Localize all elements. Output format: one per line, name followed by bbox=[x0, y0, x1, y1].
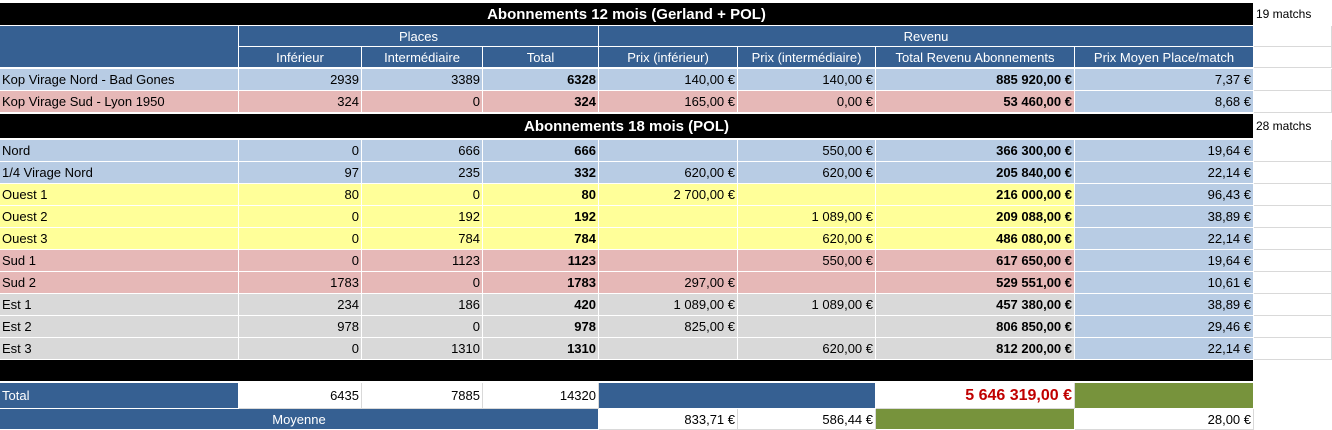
cell-prix-moyen[interactable]: 22,14 € bbox=[1075, 338, 1254, 360]
cell-prix-moyen[interactable]: 38,89 € bbox=[1075, 206, 1254, 228]
empty-cell[interactable] bbox=[1254, 26, 1332, 47]
cell-total-revenu[interactable]: 53 460,00 € bbox=[876, 91, 1075, 113]
empty-cell[interactable] bbox=[1254, 228, 1332, 250]
cell-total[interactable]: 1123 bbox=[483, 250, 599, 272]
cell-prix-intermediaire[interactable] bbox=[738, 184, 876, 206]
empty-cell[interactable] bbox=[1254, 184, 1332, 206]
cell-prix-moyen[interactable]: 22,14 € bbox=[1075, 162, 1254, 184]
cell-inferieur[interactable]: 97 bbox=[239, 162, 362, 184]
cell-total-revenu[interactable]: 216 000,00 € bbox=[876, 184, 1075, 206]
cell-prix-intermediaire[interactable]: 550,00 € bbox=[738, 140, 876, 162]
empty-cell[interactable] bbox=[1254, 91, 1332, 113]
cell-total-revenu[interactable]: 529 551,00 € bbox=[876, 272, 1075, 294]
row-name[interactable]: Kop Virage Sud - Lyon 1950 bbox=[0, 91, 239, 113]
cell-total-revenu[interactable]: 806 850,00 € bbox=[876, 316, 1075, 338]
row-name[interactable]: 1/4 Virage Nord bbox=[0, 162, 239, 184]
cell-total-revenu[interactable]: 812 200,00 € bbox=[876, 338, 1075, 360]
cell-prix-intermediaire[interactable]: 620,00 € bbox=[738, 162, 876, 184]
cell-inferieur[interactable]: 2939 bbox=[239, 69, 362, 91]
cell-total-revenu[interactable]: 617 650,00 € bbox=[876, 250, 1075, 272]
column-header[interactable]: Inférieur bbox=[239, 47, 362, 68]
total-inferieur[interactable]: 6435 bbox=[239, 383, 362, 409]
row-name[interactable]: Ouest 1 bbox=[0, 184, 239, 206]
cell-prix-intermediaire[interactable]: 620,00 € bbox=[738, 228, 876, 250]
cell-total-revenu[interactable]: 205 840,00 € bbox=[876, 162, 1075, 184]
cell-prix-intermediaire[interactable]: 0,00 € bbox=[738, 91, 876, 113]
cell-prix-inferieur[interactable] bbox=[599, 338, 738, 360]
cell-total[interactable]: 1783 bbox=[483, 272, 599, 294]
cell-total[interactable]: 192 bbox=[483, 206, 599, 228]
column-header[interactable]: Prix (intermédiaire) bbox=[738, 47, 876, 68]
cell-intermediaire[interactable]: 666 bbox=[362, 140, 483, 162]
moyenne-prix-intermediaire[interactable]: 586,44 € bbox=[738, 409, 876, 430]
row-name[interactable]: Kop Virage Nord - Bad Gones bbox=[0, 69, 239, 91]
row-name[interactable]: Est 1 bbox=[0, 294, 239, 316]
cell-total[interactable]: 784 bbox=[483, 228, 599, 250]
cell-prix-moyen[interactable]: 10,61 € bbox=[1075, 272, 1254, 294]
row-name[interactable]: Est 2 bbox=[0, 316, 239, 338]
cell-prix-inferieur[interactable] bbox=[599, 206, 738, 228]
total-places[interactable]: 14320 bbox=[483, 383, 599, 409]
cell-prix-inferieur[interactable]: 1 089,00 € bbox=[599, 294, 738, 316]
cell-total[interactable]: 420 bbox=[483, 294, 599, 316]
total-green-cell[interactable] bbox=[1075, 383, 1254, 409]
cell-prix-inferieur[interactable] bbox=[599, 140, 738, 162]
cell-inferieur[interactable]: 80 bbox=[239, 184, 362, 206]
cell-prix-intermediaire[interactable]: 550,00 € bbox=[738, 250, 876, 272]
section1-title[interactable]: Abonnements 12 mois (Gerland + POL) bbox=[0, 3, 1254, 26]
cell-prix-moyen[interactable]: 22,14 € bbox=[1075, 228, 1254, 250]
empty-cell[interactable] bbox=[1254, 316, 1332, 338]
cell-intermediaire[interactable]: 1123 bbox=[362, 250, 483, 272]
section2-note[interactable]: 28 matchs bbox=[1254, 114, 1332, 139]
cell-inferieur[interactable]: 234 bbox=[239, 294, 362, 316]
cell-prix-intermediaire[interactable] bbox=[738, 316, 876, 338]
moyenne-green-cell[interactable] bbox=[876, 409, 1075, 430]
cell-total-revenu[interactable]: 486 080,00 € bbox=[876, 228, 1075, 250]
row-name[interactable]: Nord bbox=[0, 140, 239, 162]
column-header[interactable]: Prix (inférieur) bbox=[599, 47, 738, 68]
empty-cell[interactable] bbox=[1254, 294, 1332, 316]
cell-inferieur[interactable]: 0 bbox=[239, 250, 362, 272]
section1-note[interactable]: 19 matchs bbox=[1254, 3, 1332, 26]
cell-prix-moyen[interactable]: 7,37 € bbox=[1075, 69, 1254, 91]
cell-intermediaire[interactable]: 784 bbox=[362, 228, 483, 250]
cell-inferieur[interactable]: 1783 bbox=[239, 272, 362, 294]
cell-prix-moyen[interactable]: 19,64 € bbox=[1075, 250, 1254, 272]
cell-intermediaire[interactable]: 0 bbox=[362, 91, 483, 113]
group-revenu-header[interactable]: Revenu bbox=[599, 26, 1254, 47]
empty-cell[interactable] bbox=[1254, 272, 1332, 294]
cell-prix-moyen[interactable]: 38,89 € bbox=[1075, 294, 1254, 316]
empty-cell[interactable] bbox=[1254, 338, 1332, 360]
column-header[interactable]: Total Revenu Abonnements bbox=[876, 47, 1075, 68]
cell-inferieur[interactable]: 0 bbox=[239, 206, 362, 228]
cell-intermediaire[interactable]: 192 bbox=[362, 206, 483, 228]
cell-total-revenu[interactable]: 209 088,00 € bbox=[876, 206, 1075, 228]
empty-cell[interactable] bbox=[1254, 206, 1332, 228]
cell-prix-inferieur[interactable]: 620,00 € bbox=[599, 162, 738, 184]
empty-cell[interactable] bbox=[1254, 162, 1332, 184]
moyenne-label[interactable]: Moyenne bbox=[0, 409, 599, 430]
header-corner[interactable] bbox=[0, 26, 239, 68]
empty-cell[interactable] bbox=[1254, 47, 1332, 68]
cell-prix-moyen[interactable]: 96,43 € bbox=[1075, 184, 1254, 206]
total-blank[interactable] bbox=[599, 383, 876, 409]
cell-total-revenu[interactable]: 885 920,00 € bbox=[876, 69, 1075, 91]
cell-inferieur[interactable]: 0 bbox=[239, 338, 362, 360]
empty-cell[interactable] bbox=[1254, 69, 1332, 91]
spacer-row[interactable] bbox=[0, 360, 1254, 382]
cell-inferieur[interactable]: 0 bbox=[239, 140, 362, 162]
cell-inferieur[interactable]: 0 bbox=[239, 228, 362, 250]
total-label[interactable]: Total bbox=[0, 383, 239, 409]
cell-total[interactable]: 324 bbox=[483, 91, 599, 113]
moyenne-prix-inferieur[interactable]: 833,71 € bbox=[599, 409, 738, 430]
cell-inferieur[interactable]: 978 bbox=[239, 316, 362, 338]
cell-intermediaire[interactable]: 0 bbox=[362, 316, 483, 338]
total-revenu[interactable]: 5 646 319,00 € bbox=[876, 383, 1075, 409]
cell-intermediaire[interactable]: 1310 bbox=[362, 338, 483, 360]
empty-cell[interactable] bbox=[1254, 250, 1332, 272]
row-name[interactable]: Ouest 2 bbox=[0, 206, 239, 228]
cell-total[interactable]: 6328 bbox=[483, 69, 599, 91]
cell-total[interactable]: 80 bbox=[483, 184, 599, 206]
cell-prix-intermediaire[interactable] bbox=[738, 272, 876, 294]
cell-prix-intermediaire[interactable]: 140,00 € bbox=[738, 69, 876, 91]
total-intermediaire[interactable]: 7885 bbox=[362, 383, 483, 409]
cell-prix-inferieur[interactable]: 825,00 € bbox=[599, 316, 738, 338]
cell-prix-intermediaire[interactable]: 1 089,00 € bbox=[738, 294, 876, 316]
column-header[interactable]: Prix Moyen Place/match bbox=[1075, 47, 1254, 68]
column-header[interactable]: Total bbox=[483, 47, 599, 68]
cell-prix-moyen[interactable]: 29,46 € bbox=[1075, 316, 1254, 338]
section2-title[interactable]: Abonnements 18 mois (POL) bbox=[0, 114, 1254, 139]
cell-intermediaire[interactable]: 3389 bbox=[362, 69, 483, 91]
moyenne-prix-moyen[interactable]: 28,00 € bbox=[1075, 409, 1254, 430]
cell-prix-intermediaire[interactable]: 1 089,00 € bbox=[738, 206, 876, 228]
cell-total[interactable]: 332 bbox=[483, 162, 599, 184]
cell-total-revenu[interactable]: 366 300,00 € bbox=[876, 140, 1075, 162]
cell-intermediaire[interactable]: 0 bbox=[362, 184, 483, 206]
empty-cell[interactable] bbox=[1254, 140, 1332, 162]
cell-prix-inferieur[interactable]: 2 700,00 € bbox=[599, 184, 738, 206]
cell-prix-inferieur[interactable]: 140,00 € bbox=[599, 69, 738, 91]
cell-prix-moyen[interactable]: 19,64 € bbox=[1075, 140, 1254, 162]
cell-intermediaire[interactable]: 0 bbox=[362, 272, 483, 294]
row-name[interactable]: Sud 1 bbox=[0, 250, 239, 272]
column-header[interactable]: Intermédiaire bbox=[362, 47, 483, 68]
cell-prix-moyen[interactable]: 8,68 € bbox=[1075, 91, 1254, 113]
cell-prix-inferieur[interactable]: 297,00 € bbox=[599, 272, 738, 294]
cell-intermediaire[interactable]: 186 bbox=[362, 294, 483, 316]
row-name[interactable]: Sud 2 bbox=[0, 272, 239, 294]
row-name[interactable]: Ouest 3 bbox=[0, 228, 239, 250]
cell-prix-inferieur[interactable] bbox=[599, 250, 738, 272]
cell-total[interactable]: 666 bbox=[483, 140, 599, 162]
cell-prix-inferieur[interactable]: 165,00 € bbox=[599, 91, 738, 113]
cell-intermediaire[interactable]: 235 bbox=[362, 162, 483, 184]
cell-total-revenu[interactable]: 457 380,00 € bbox=[876, 294, 1075, 316]
row-name[interactable]: Est 3 bbox=[0, 338, 239, 360]
cell-prix-intermediaire[interactable]: 620,00 € bbox=[738, 338, 876, 360]
cell-total[interactable]: 1310 bbox=[483, 338, 599, 360]
group-places-header[interactable]: Places bbox=[239, 26, 599, 47]
cell-prix-inferieur[interactable] bbox=[599, 228, 738, 250]
cell-inferieur[interactable]: 324 bbox=[239, 91, 362, 113]
cell-total[interactable]: 978 bbox=[483, 316, 599, 338]
